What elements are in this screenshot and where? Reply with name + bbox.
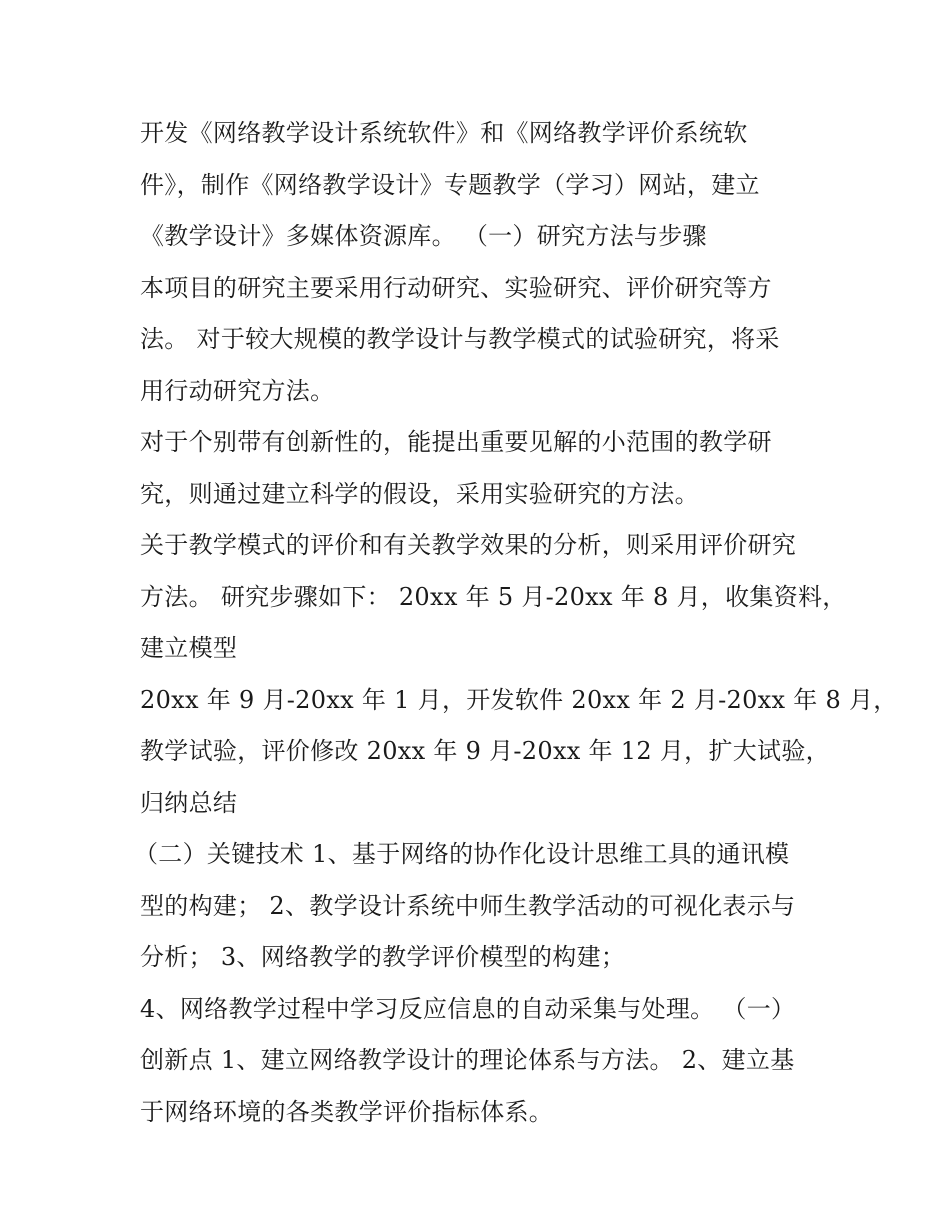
text-line: 法。 对于较大规模的教学设计与教学模式的试验研究，将采	[140, 325, 780, 353]
text-line: 型的构建； 2、教学设计系统中师生教学活动的可视化表示与	[140, 891, 796, 920]
text-line: 创新点 1、建立网络教学设计的理论体系与方法。 2、建立基	[140, 1046, 795, 1074]
text-line: 建立模型	[140, 634, 238, 662]
text-line: 于网络环境的各类教学评价指标体系。	[140, 1097, 554, 1126]
text-line: 分析； 3、网络教学的教学评价模型的构建；	[140, 943, 626, 971]
text-line: 究，则通过建立科学的假设，采用实验研究的方法。	[140, 479, 699, 508]
text-line: 用行动研究方法。	[140, 376, 335, 405]
text-line: （二）关键技术 1、基于网络的协作化设计思维工具的通讯模	[134, 840, 790, 868]
text-line: 20xx 年 9 月-20xx 年 1 月，开发软件 20xx 年 2 月-20xx 年 8 月，	[140, 685, 898, 714]
text-line: 开发《网络教学设计系统软件》和《网络教学评价系统软	[140, 119, 748, 147]
text-line: 方法。 研究步骤如下： 20xx 年 5 月-20xx 年 8 月，收集资料，	[140, 582, 847, 611]
text-line: 件》，制作《网络教学设计》专题教学（学习）网站，建立	[140, 170, 760, 199]
text-line: 关于教学模式的评价和有关教学效果的分析，则采用评价研究	[140, 531, 797, 559]
text-line: 教学试验，评价修改 20xx 年 9 月-20xx 年 12 月，扩大试验，	[140, 737, 830, 765]
text-line: 归纳总结	[140, 788, 238, 817]
text-line: 4、网络教学过程中学习反应信息的自动采集与处理。 （一）	[140, 994, 796, 1023]
text-line: 对于个别带有创新性的，能提出重要见解的小范围的教学研	[140, 428, 772, 456]
text-line: 本项目的研究主要采用行动研究、实验研究、评价研究等方	[140, 273, 772, 302]
text-line: 《教学设计》多媒体资源库。 （一）研究方法与步骤	[140, 222, 707, 250]
document-body	[134, 108, 898, 1138]
